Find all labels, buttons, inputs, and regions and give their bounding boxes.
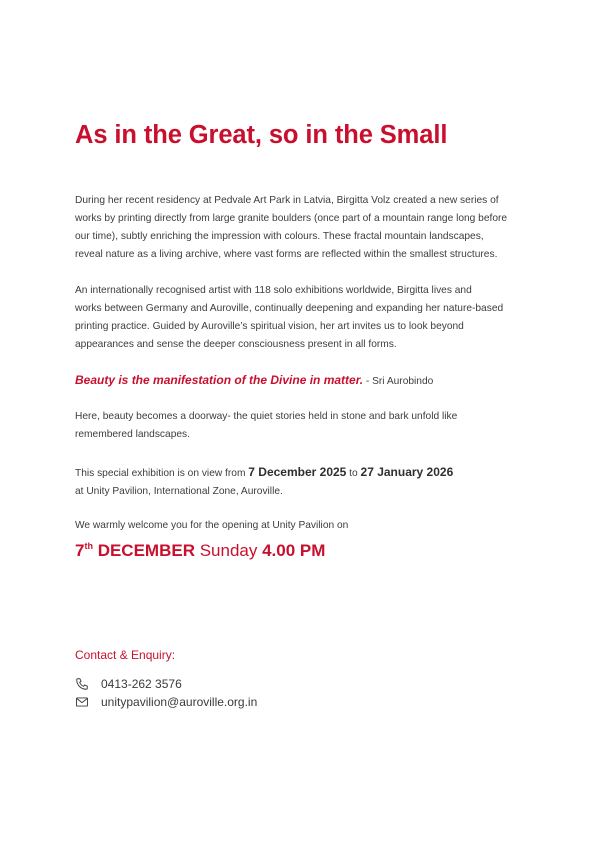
exhibition-end-date: 27 January 2026 <box>360 465 454 479</box>
page-title: As in the Great, so in the Small <box>75 121 448 149</box>
quote-block <box>75 373 433 387</box>
email-address[interactable]: unitypavilion@auroville.org.in <box>101 695 258 709</box>
paragraph-line: works by printing directly from large granite boulders (once part of a mountain range long before <box>75 213 508 224</box>
exhibition-prefix: This special exhibition is on view from <box>75 468 249 479</box>
opening-day-suffix: th <box>84 541 93 551</box>
envelope-icon <box>75 695 89 709</box>
opening-day: 7 <box>75 541 85 560</box>
contact-email[interactable] <box>75 695 257 709</box>
contact-title: Contact & Enquiry: <box>75 648 176 662</box>
paragraph-line: reveal nature as a living archive, where vast forms are reflected within the smallest structures. <box>75 249 498 260</box>
paragraph-line: works between Germany and Auroville, continually deepening and expanding her nature-based <box>75 303 504 314</box>
opening-time: 4.00 PM <box>262 541 326 560</box>
exhibition-connector: to <box>346 468 361 479</box>
welcome-line: We warmly welcome you for the opening at Unity Pavilion on <box>75 520 349 531</box>
opening-datetime <box>75 541 325 561</box>
paragraph-line: remembered landscapes. <box>75 429 190 440</box>
paragraph-line: Here, beauty becomes a doorway- the quiet stories held in stone and bark unfold like <box>75 411 458 422</box>
contact-phone[interactable] <box>75 677 182 691</box>
artist-paragraph <box>75 282 503 354</box>
paragraph-line: An internationally recognised artist with 118 solo exhibitions worldwide, Birgitta lives and <box>75 285 472 296</box>
phone-number[interactable]: 0413-262 3576 <box>101 677 182 691</box>
exhibition-start-date: 7 December 2025 <box>248 465 347 479</box>
opening-month: DECEMBER <box>92 541 195 560</box>
exhibition-location: at Unity Pavilion, International Zone, Auroville. <box>75 486 283 497</box>
phone-icon <box>75 677 89 691</box>
paragraph-line: our time), subtly enriching the impression with colours. These fractal mountain landscapes, <box>75 231 484 242</box>
paragraph-line: During her recent residency at Pedvale Art Park in Latvia, Birgitta Volz created a new series of <box>75 195 499 206</box>
paragraph-line: appearances and sense the deeper consciousness present in all forms. <box>75 339 397 350</box>
quote-text: Beauty is the manifestation of the Divine in matter. <box>75 373 364 387</box>
beauty-paragraph <box>75 408 457 444</box>
exhibition-dates <box>75 463 453 501</box>
quote-attribution: - Sri Aurobindo <box>363 376 434 387</box>
opening-weekday: Sunday <box>194 541 263 560</box>
intro-paragraph <box>75 192 507 264</box>
paragraph-line: printing practice. Guided by Auroville’s spiritual vision, her art invites us to look beyond <box>75 321 464 332</box>
